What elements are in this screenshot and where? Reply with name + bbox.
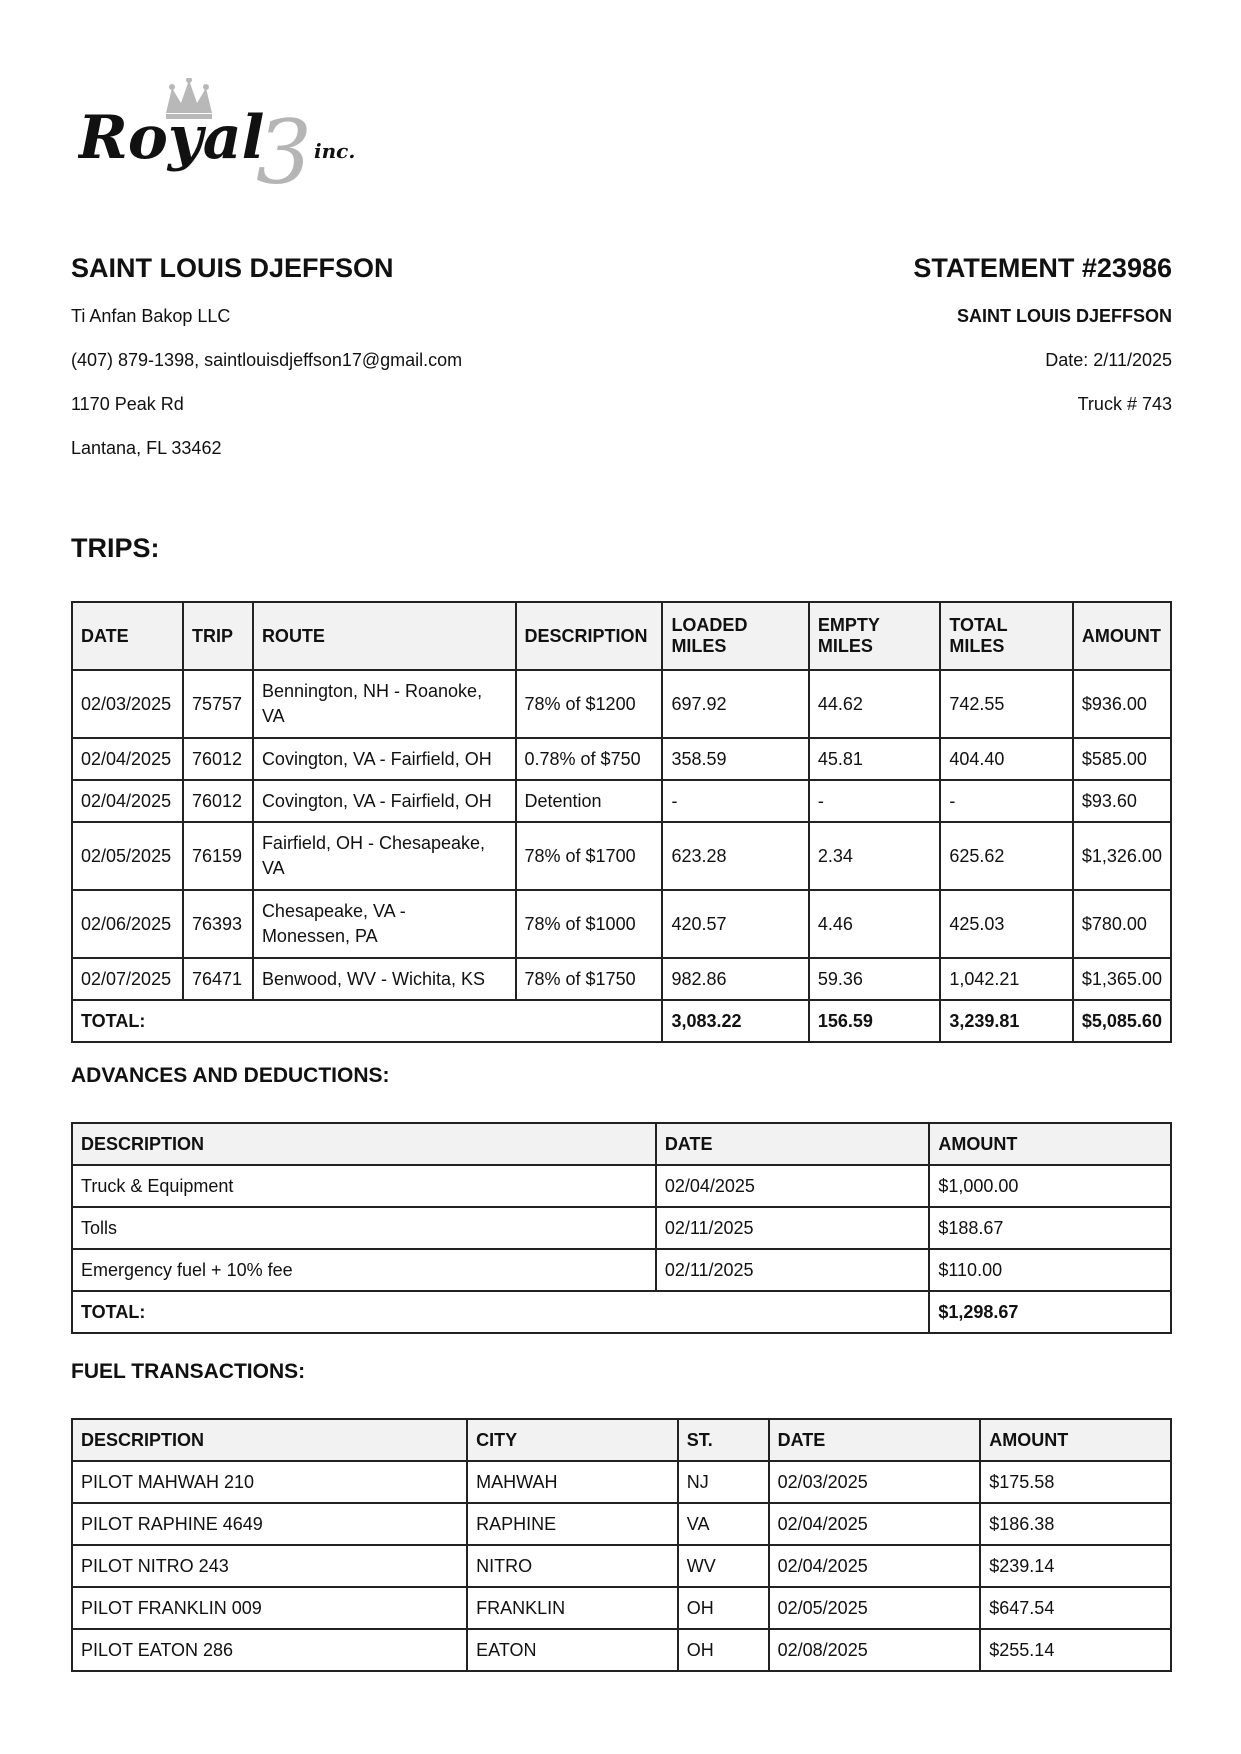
trip-description: Detention [516,780,663,822]
trip-loaded-miles: 358.59 [662,738,808,780]
fuel-amount: $175.58 [980,1461,1171,1503]
fuel-description: PILOT FRANKLIN 009 [72,1587,467,1629]
col-description: DESCRIPTION [72,1419,467,1461]
trip-description: 78% of $1700 [516,822,663,890]
fuel-city: EATON [467,1629,678,1671]
trip-empty-miles: 59.36 [809,958,940,1000]
logo-wordmark: Royal [78,103,265,173]
fuel-date: 02/03/2025 [769,1461,981,1503]
statement-title: STATEMENT #23986 [913,253,1172,283]
deduction-amount: $188.67 [929,1207,1171,1249]
col-description: DESCRIPTION [72,1123,656,1165]
total-label: TOTAL: [72,1291,929,1333]
trip-total-miles: 425.03 [940,890,1073,958]
advances-table [71,1122,1172,1334]
table-row [72,1165,1171,1207]
table-row [72,1629,1171,1671]
trip-number: 76012 [183,738,253,780]
total-loaded-miles: 3,083.22 [662,1000,808,1042]
col-amount: AMOUNT [980,1419,1171,1461]
deduction-description: Emergency fuel + 10% fee [72,1249,656,1291]
trip-loaded-miles: 420.57 [662,890,808,958]
trips-table [71,601,1172,1043]
trip-number: 76471 [183,958,253,1000]
fuel-state: OH [678,1629,769,1671]
fuel-date: 02/04/2025 [769,1545,981,1587]
col-loaded-miles: LOADED MILES [662,602,808,670]
route-line: Covington, VA - Fairfield, OH [261,748,492,769]
table-row [72,1249,1171,1291]
fuel-state: OH [678,1587,769,1629]
table-row [72,1207,1171,1249]
driver-address-line1: 1170 Peak Rd [71,394,184,414]
table-row [72,1587,1171,1629]
deduction-amount: $1,000.00 [929,1165,1171,1207]
trip-route [253,958,516,1000]
statement-truck: Truck # 743 [1077,394,1172,414]
deduction-date: 02/11/2025 [656,1207,930,1249]
route-line: Bennington, NH - Roanoke, [261,681,483,701]
table-row [72,1545,1171,1587]
fuel-description: PILOT EATON 286 [72,1629,467,1671]
fuel-amount: $239.14 [980,1545,1171,1587]
trip-total-miles: 404.40 [940,738,1073,780]
table-row [72,822,1171,890]
trips-total-row [72,1000,1171,1042]
route-line: Chesapeake, VA - [261,901,406,921]
col-amount: AMOUNT [929,1123,1171,1165]
col-description: DESCRIPTION [516,602,663,670]
advances-total-row [72,1291,1171,1333]
col-date: DATE [656,1123,930,1165]
trip-route [253,890,516,958]
trip-description: 78% of $1750 [516,958,663,1000]
trip-number: 76393 [183,890,253,958]
fuel-city: FRANKLIN [467,1587,678,1629]
route-line: VA [261,858,285,878]
trip-date: 02/07/2025 [72,958,183,1000]
trip-total-miles: 1,042.21 [940,958,1073,1000]
route-line: Fairfield, OH - Chesapeake, [261,833,486,853]
deduction-date: 02/04/2025 [656,1165,930,1207]
fuel-city: NITRO [467,1545,678,1587]
fuel-title: FUEL TRANSACTIONS: [71,1360,306,1383]
logo-suffix: inc. [314,139,356,163]
driver-company: Ti Anfan Bakop LLC [71,306,231,326]
trip-description: 78% of $1000 [516,890,663,958]
col-date: DATE [769,1419,981,1461]
trip-loaded-miles: 697.92 [662,670,808,738]
statement-info [572,250,1172,426]
trip-empty-miles: 4.46 [809,890,940,958]
trip-description: 78% of $1200 [516,670,663,738]
trip-route [253,780,516,822]
fuel-amount: $186.38 [980,1503,1171,1545]
trip-amount: $585.00 [1073,738,1171,780]
trip-total-miles: 742.55 [940,670,1073,738]
trip-number: 75757 [183,670,253,738]
col-date: DATE [72,602,183,670]
advances-header-row [72,1123,1171,1165]
trip-loaded-miles: 982.86 [662,958,808,1000]
fuel-description: PILOT MAHWAH 210 [72,1461,467,1503]
statement-name: SAINT LOUIS DJEFFSON [956,306,1172,326]
col-trip: TRIP [183,602,253,670]
col-empty-miles: EMPTY MILES [809,602,940,670]
trip-date: 02/05/2025 [72,822,183,890]
trip-date: 02/04/2025 [72,738,183,780]
trip-route [253,822,516,890]
trip-route [253,738,516,780]
fuel-date: 02/05/2025 [769,1587,981,1629]
col-city: CITY [467,1419,678,1461]
fuel-header-row [72,1419,1171,1461]
trip-route [253,670,516,738]
trip-total-miles: - [940,780,1073,822]
trip-description: 0.78% of $750 [516,738,663,780]
company-logo [78,78,388,193]
col-total-miles: TOTAL MILES [940,602,1073,670]
fuel-description: PILOT NITRO 243 [72,1545,467,1587]
deduction-description: Truck & Equipment [72,1165,656,1207]
trip-loaded-miles: 623.28 [662,822,808,890]
table-row [72,670,1171,738]
fuel-amount: $647.54 [980,1587,1171,1629]
trip-date: 02/04/2025 [72,780,183,822]
fuel-description: PILOT RAPHINE 4649 [72,1503,467,1545]
col-route: ROUTE [253,602,516,670]
driver-name: SAINT LOUIS DJEFFSON [71,253,394,283]
total-total-miles: 3,239.81 [940,1000,1073,1042]
trip-empty-miles: - [809,780,940,822]
logo-numeral: 3 [256,101,312,193]
trip-loaded-miles: - [662,780,808,822]
table-row [72,958,1171,1000]
trip-empty-miles: 2.34 [809,822,940,890]
fuel-state: NJ [678,1461,769,1503]
trip-empty-miles: 44.62 [809,670,940,738]
trip-amount: $93.60 [1073,780,1171,822]
trip-amount: $780.00 [1073,890,1171,958]
trip-total-miles: 625.62 [940,822,1073,890]
deduction-description: Tolls [72,1207,656,1249]
route-line: VA [261,706,285,726]
trip-date: 02/06/2025 [72,890,183,958]
deduction-amount: $110.00 [929,1249,1171,1291]
driver-contact: (407) 879-1398, saintlouisdjeffson17@gmail.com [71,350,463,370]
statement-date: Date: 2/11/2025 [1045,350,1172,370]
fuel-date: 02/08/2025 [769,1629,981,1671]
deduction-date: 02/11/2025 [656,1249,930,1291]
route-line: Monessen, PA [261,926,378,946]
table-row [72,780,1171,822]
trips-title: TRIPS: [71,533,160,563]
col-amount: AMOUNT [1073,602,1171,670]
driver-address-line2: Lantana, FL 33462 [71,438,222,458]
trip-amount: $1,365.00 [1073,958,1171,1000]
trip-number: 76012 [183,780,253,822]
trip-empty-miles: 45.81 [809,738,940,780]
trip-date: 02/03/2025 [72,670,183,738]
table-row [72,1461,1171,1503]
trip-amount: $936.00 [1073,670,1171,738]
total-empty-miles: 156.59 [809,1000,940,1042]
trips-header-row [72,602,1171,670]
trip-amount: $1,326.00 [1073,822,1171,890]
fuel-state: WV [678,1545,769,1587]
fuel-city: RAPHINE [467,1503,678,1545]
advances-title: ADVANCES AND DEDUCTIONS: [71,1064,390,1087]
col-state: ST. [678,1419,769,1461]
table-row [72,738,1171,780]
fuel-amount: $255.14 [980,1629,1171,1671]
trip-number: 76159 [183,822,253,890]
total-amount: $5,085.60 [1073,1000,1171,1042]
route-line: Benwood, WV - Wichita, KS [261,968,486,989]
route-line: Covington, VA - Fairfield, OH [261,790,492,811]
total-label: TOTAL: [72,1000,662,1042]
fuel-city: MAHWAH [467,1461,678,1503]
fuel-table [71,1418,1172,1672]
fuel-date: 02/04/2025 [769,1503,981,1545]
total-amount: $1,298.67 [929,1291,1171,1333]
table-row [72,1503,1171,1545]
fuel-state: VA [678,1503,769,1545]
table-row [72,890,1171,958]
